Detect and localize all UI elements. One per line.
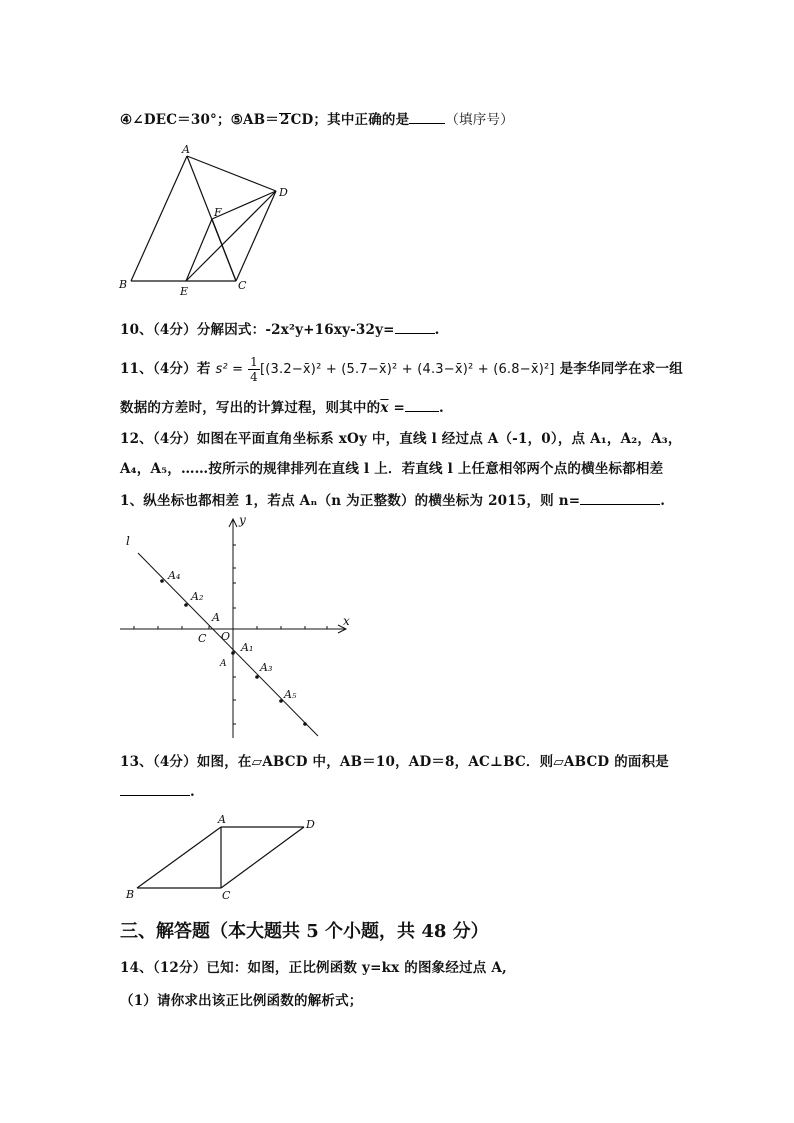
q12-line3	[120, 489, 665, 509]
q11-fraction	[248, 355, 260, 384]
q13-line1	[120, 750, 669, 770]
q12-end: .	[660, 493, 666, 509]
q11-prefix: 11、（4分）若	[120, 361, 211, 377]
label-O: O	[221, 630, 231, 643]
point-A1	[231, 651, 235, 655]
point-A4	[160, 579, 164, 583]
point-A5	[279, 699, 283, 703]
q11-xbar: $\overline{x}$	[380, 400, 389, 416]
point-last	[303, 722, 307, 726]
q14-part1	[120, 989, 363, 1009]
label-A1: A₁	[241, 641, 254, 654]
q14-part1-text: （1）请你求出该正比例函数的解析式；	[120, 993, 363, 1009]
fig3-label-D: D	[306, 818, 315, 831]
point-A3	[255, 675, 259, 679]
answer-blank-q9[interactable]	[409, 111, 445, 124]
q9-hint: （填序号）	[445, 112, 514, 128]
section-heading: 三、解答题（本大题共 5 个小题，共 48 分）	[120, 921, 489, 942]
point-A2	[184, 603, 188, 607]
q10-end: .	[434, 322, 440, 338]
label-C: C	[198, 632, 207, 645]
q12-line2	[120, 457, 663, 477]
fig1-label-D: D	[279, 186, 288, 199]
fig1-label-B: B	[119, 278, 128, 291]
label-A: A	[212, 611, 220, 624]
line-label-l: l	[126, 534, 130, 548]
axis-label-y: y	[239, 513, 246, 527]
axis-label-x: x	[343, 614, 350, 628]
q11-frac-bottom: 4	[250, 370, 258, 384]
answer-blank-q13[interactable]	[120, 783, 190, 796]
fig1-label-A: A	[182, 143, 190, 156]
q9-part4: ④∠DEC＝30°；⑤AB＝	[120, 112, 279, 128]
q9-cd: CD；其中正确的是	[290, 112, 410, 128]
q13-line2	[120, 783, 195, 800]
fig3-label-A: A	[218, 813, 226, 826]
q11-line2-eq: =	[388, 400, 405, 416]
fig1-label-C: C	[238, 279, 247, 292]
q12-line1-text: 12、（4分）如图在平面直角坐标系 xOy 中，直线 l 经过点 A（-1，0），点 A₁，A₂，A₃，	[120, 431, 682, 447]
q11-line2	[120, 396, 444, 416]
q10	[120, 318, 440, 338]
q9-tail	[120, 108, 514, 128]
label-A5: A₅	[284, 688, 297, 701]
q10-text: 10、（4分）分解因式：-2x²y+16xy-32y=	[120, 322, 395, 338]
q14-line1	[120, 956, 507, 976]
label-A4: A₄	[168, 569, 181, 582]
fig3-label-B: B	[126, 888, 135, 901]
q12-line3-text: 1、纵坐标也都相差 1，若点 Aₙ（n 为正整数）的横坐标为 2015，则 n=	[120, 493, 581, 509]
q11-s2: s² =	[215, 362, 244, 377]
q12-line1	[120, 427, 682, 447]
q11-suffix: 是李华同学在求一组	[559, 361, 683, 377]
q11-end: .	[438, 400, 444, 416]
q11-line1	[120, 355, 683, 384]
fig1-label-E: E	[180, 285, 189, 298]
q11-line2-text: 数据的方差时，写出的计算过程，则其中的	[120, 400, 381, 416]
q11-formula: [(3.2−x̄)² + (5.7−x̄)² + (4.3−x̄)² + (6.8−x̄)²]	[260, 362, 555, 377]
answer-blank-q11[interactable]	[405, 399, 439, 412]
answer-blank-q10[interactable]	[395, 321, 435, 334]
q12-line2-text: A₄，A₅，……按所示的规律排列在直线 l 上．若直线 l 上任意相邻两个点的横坐标都相差	[120, 461, 664, 477]
sqrt-2: 2	[279, 112, 290, 128]
q13-end: .	[190, 784, 195, 800]
q11-frac-top: 1	[250, 355, 258, 369]
label-A2: A₂	[191, 590, 204, 603]
label-A3: A₃	[260, 661, 273, 674]
q14-text: 14、（12分）已知：如图，正比例函数 y=kx 的图象经过点 A,	[120, 960, 507, 976]
fig1-label-F: F	[214, 206, 222, 219]
answer-blank-q12[interactable]	[580, 492, 660, 505]
fig3-label-C: C	[222, 889, 231, 902]
label-A-low: A	[220, 659, 227, 669]
q13-text: 13、（4分）如图，在▱ABCD 中，AB＝10，AD＝8，AC⊥BC．则▱ABCD 的面积是	[120, 754, 669, 770]
